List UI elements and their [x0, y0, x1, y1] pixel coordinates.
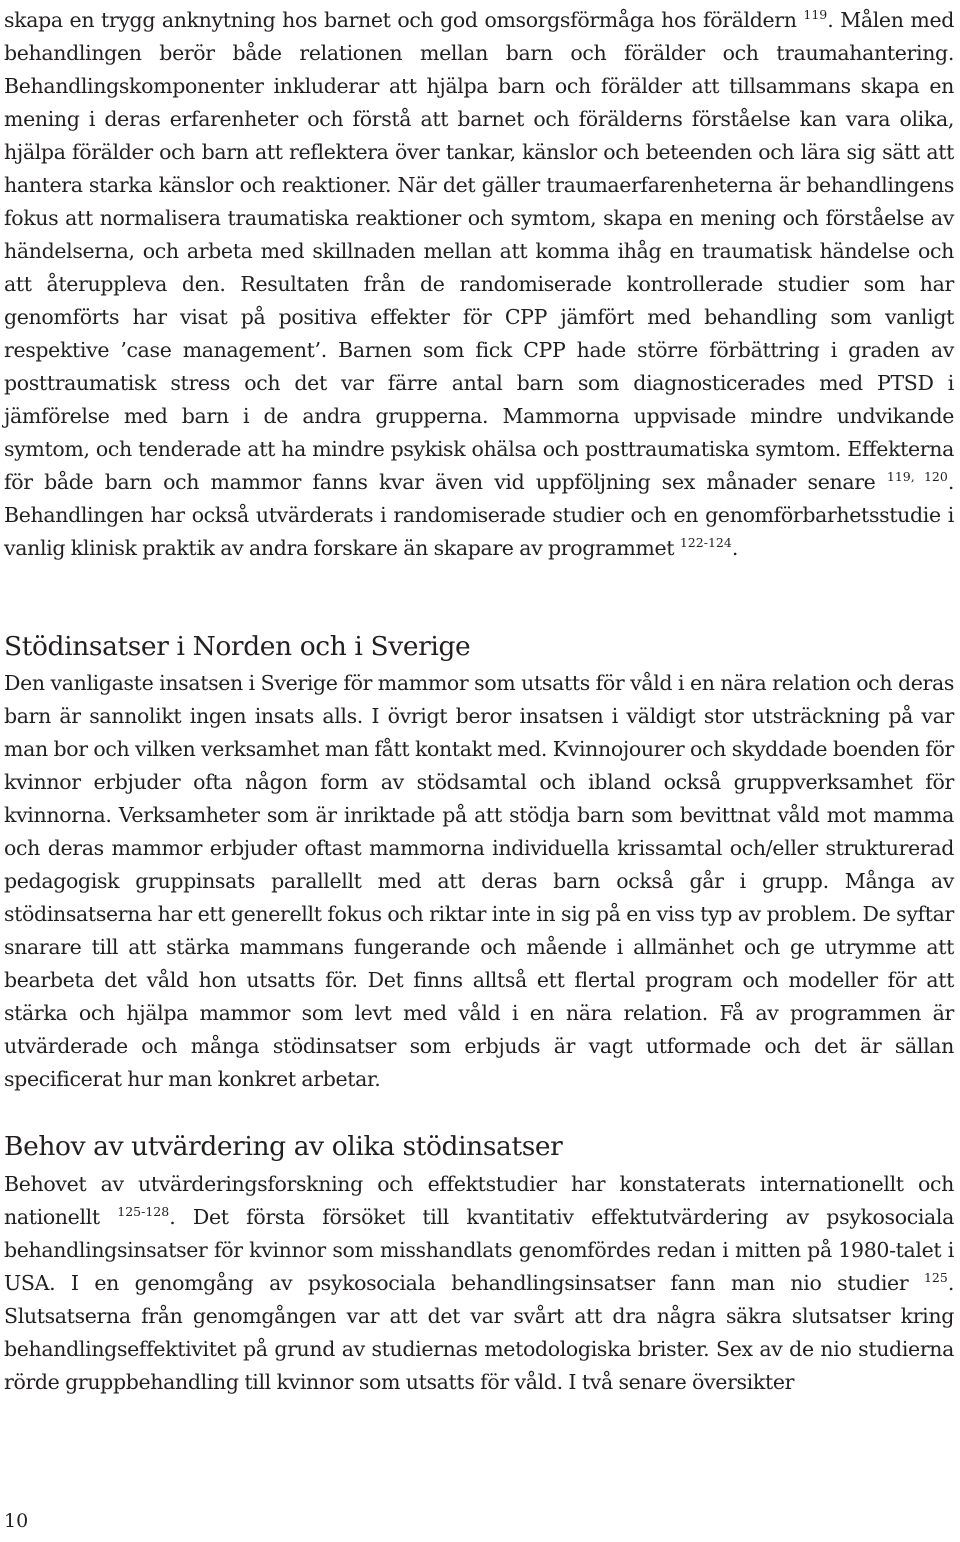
- intro-text-3: . Behandlingen har också utvärderats i randomiserade studier och en genomförbarhetsstudie i vanlig klinisk praktik av andra forskare än skapare av programmet: [4, 470, 954, 560]
- intro-text-4: .: [731, 536, 738, 560]
- reference-superscript: 122-124: [679, 535, 732, 550]
- intro-paragraph: [4, 4, 954, 565]
- section-heading-evaluation: Behov av utvärdering av olika stödinsatser: [4, 1131, 563, 1162]
- intro-text-2: . Målen med behandlingen berör både relationen mellan barn och förälder och traumahantering. Behandlingskomponenter inkluderar att hjälpa barn och förälder att tillsammans skapa en mening i deras erfarenheter och förstå att barnet och förälderns förståelse kan vara olika, hjälpa förälder och barn att reflektera över tankar, känslor och beteenden och lära sig sätt att hantera starka känslor och reaktioner. När det gäller traumaerfarenheterna är behandlingens fokus att normalisera traumatiska reaktioner och symtom, skapa en mening och förståelse av händelserna, och arbeta med skillnaden mellan att komma ihåg en traumatisk händelse och att återuppleva den. Resultaten från de randomiserade kontrollerade studier som har genomförts har visat på positiva effekter för CPP jämfört med behandling som vanligt respektive ’case management’. Barnen som fick CPP hade större förbättring i graden av posttraumatisk stress och det var färre antal barn som diagnosticerades med PTSD i jämförelse med barn i de andra grupperna. Mammorna uppvisade mindre undvikande symtom, och tenderade att ha mindre psykisk ohälsa och posttraumatiska symtom. Effekterna för både barn och mammor fanns kvar även vid uppföljning sex månader senare: [4, 8, 954, 494]
- evaluation-paragraph: [4, 1168, 954, 1399]
- section-heading-nordic: Stödinsatser i Norden och i Sverige: [4, 631, 471, 662]
- page-number: 10: [4, 1510, 29, 1532]
- nordic-paragraph: Den vanligaste insatsen i Sverige för mammor som utsatts för våld i en nära relation och deras barn är sannolikt ingen insats alls. I övrigt beror insatsen i väldigt stor utsträckning på var man bor och vilken verksamhet man fått kontakt med. Kvinnojourer och skyddade boenden för kvinnor erbjuder ofta någon form av stödsamtal och ibland också gruppverksamhet för kvinnorna. Verksamheter som är inriktade på att stödja barn som bevittnat våld mot mamma och deras mammor erbjuder oftast mammorna individuella krissamtal och/eller strukturerad pedagogisk gruppinsats parallellt med att deras barn också går i grupp. Många av stödinsatserna har ett generellt fokus och riktar inte in sig på en viss typ av problem. De syftar snarare till att stärka mammans fungerande och mående i allmänhet och ge utrymme att bearbeta det våld hon utsatts för. Det finns alltså ett flertal program och modeller för att stärka och hjälpa mammor som levt med våld i en nära relation. Få av programmen är utvärderade och många stödinsatser som erbjuds är vagt utformade och det är sällan specificerat hur man konkret arbetar.: [4, 671, 954, 1091]
- reference-superscript: 119: [803, 7, 828, 22]
- eval-text-3: . Slutsatserna från genomgången var att det var svårt att dra några säkra slutsatser kring behandlingseffektivitet på grund av studiernas metodologiska brister. Sex av de nio studierna rörde gruppbehandling till kvinnor som utsatts för våld. I två senare översikter: [4, 1271, 954, 1394]
- eval-text-2: . Det första försöket till kvantitativ effektutvärdering av psykosociala behandlingsinsatser för kvinnor som misshandlats genomfördes redan i mitten på 1980-talet i USA. I en genomgång av psykosociala behandlingsinsatser fann man nio studier: [4, 1205, 954, 1295]
- reference-superscript: 119, 120: [886, 469, 948, 484]
- reference-superscript: 125-128: [117, 1204, 170, 1219]
- intro-text-1: skapa en trygg anknytning hos barnet och god omsorgsförmåga hos föräldern: [4, 8, 804, 32]
- eval-text-1: Behovet av utvärderingsforskning och effektstudier har konstaterats internationellt och nationellt: [4, 1172, 954, 1229]
- reference-superscript: 125: [923, 1270, 948, 1285]
